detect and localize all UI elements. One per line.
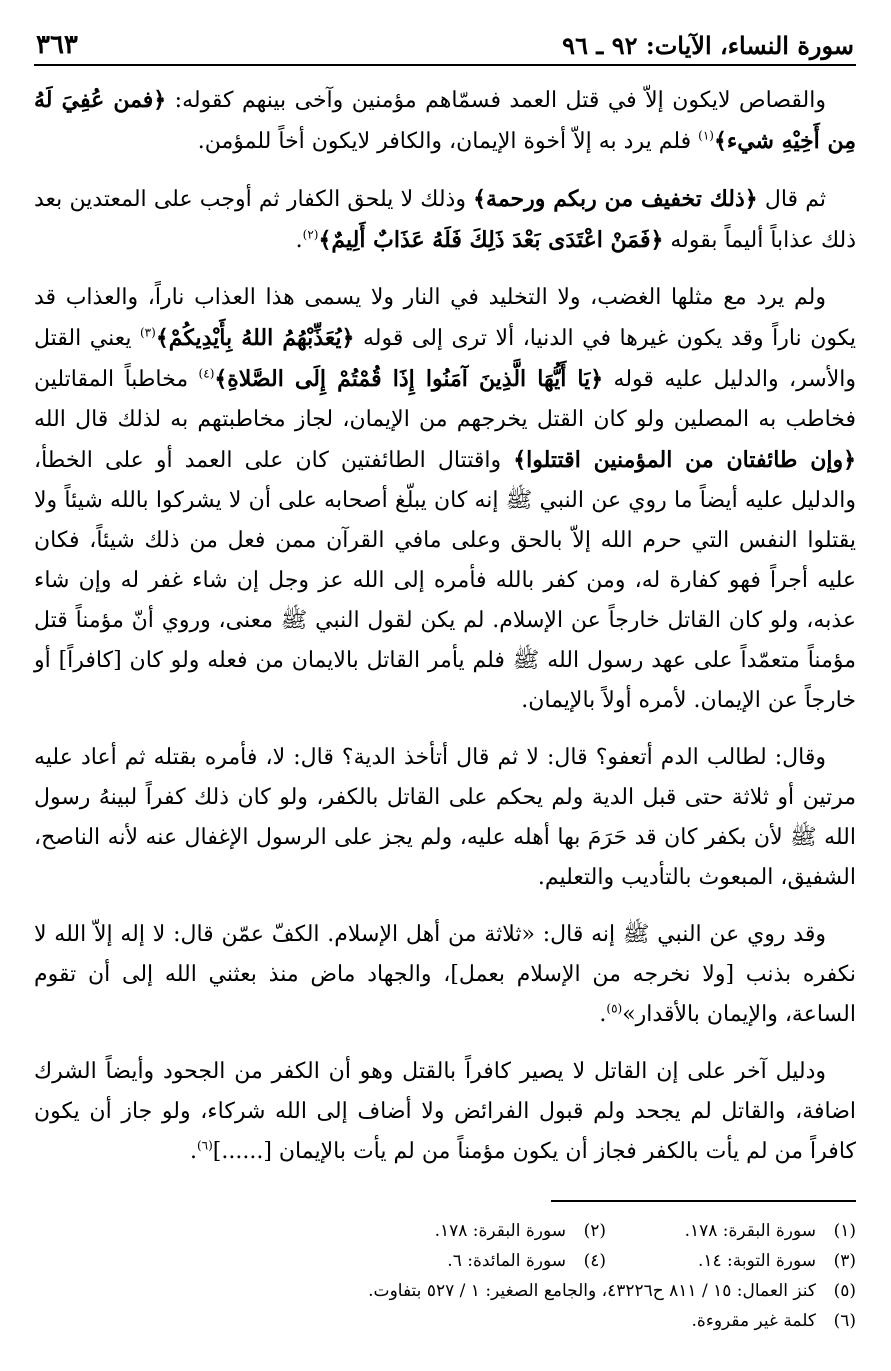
footnote-text: سورة المائدة: ٦. — [447, 1251, 566, 1271]
footnote-number: (٣) — [833, 1251, 856, 1271]
text-run: واقتتال الطائفتين كان على العمد أو على الخطأ، والدليل عليه أيضاً ما روي عن النبي ﷺ إنه كان يبلّغ أصحابه على أن لا يشركوا بالله شيئاً ولا يقتلوا النفس التي حرم الله إلاّ بالحق وعلى مافي القرآن ممن فعل من ذلك شيئاً، فكان عليه أجراً فهو كفارة له، ومن كفر بالله فأمره إلى الله عز وجل إن شاء غفر له وإن شاء عذبه، ولو كان القاتل خارجاً عن الإسلام. لم يكن لقول النبي ﷺ معنى، وروي أنّ مؤمناً قتل مؤمناً متعمّداً على عهد رسول الله ﷺ فلم يأمر القاتل بالايمان من فعله ولو كان [كافراً] أو خارجاً عن الإيمان. لأمره أولاً بالإيمان. — [34, 448, 856, 713]
footnote-number: (٥) — [833, 1281, 856, 1301]
footnote-number: (٢) — [583, 1221, 606, 1241]
quran-quote: ﴿وإن طائفتان من المؤمنين اقتتلوا﴾ — [513, 447, 856, 473]
text-run: ثم قال — [757, 187, 826, 212]
text-run: . — [599, 1002, 607, 1027]
footnote-text: كنز العمال: ١٥ / ٨١١ ح٤٣٢٢٦، والجامع الصغير: ١ / ٥٢٧ بتفاوت. — [368, 1281, 816, 1301]
footnotes — [34, 1216, 856, 1336]
running-header — [34, 20, 856, 66]
footnote-ref: (٢) — [302, 227, 319, 242]
footnote-number: (٤) — [583, 1251, 606, 1271]
text-run: والقصاص لايكون إلاّ في قتل العمد فسمّاهم مؤمنين وآخى بينهم كقوله: — [166, 88, 826, 113]
footnote-item — [368, 1276, 856, 1306]
quran-quote: ﴿فمن عُفِيَ لَهُ مِن أَخِيْهِ شيء﴾ — [34, 87, 856, 154]
text-run: ودليل آخر على إن القاتل لا يصير كافراً بالقتل وهو أن الكفر من الجحود وأيضاً الشرك اضافة، والقاتل لم يجحد ولم قبول الفرائض ولا أضاف إلى الله شركاء، ولو جاز أن يكون كافراً من لم يأت بالكفر فجاز أن يكون مؤمناً من لم يأت بالإيمان [......] — [34, 1059, 856, 1164]
header-title: سورة النساء، الآيات: ٩٢ ـ ٩٦ — [562, 31, 854, 60]
footnote-separator — [551, 1200, 856, 1202]
footnote-ref: (٤) — [198, 366, 215, 381]
footnote-item — [416, 1216, 606, 1246]
footnote-text: سورة البقرة: ١٧٨. — [684, 1221, 816, 1241]
footnote-item — [666, 1216, 856, 1246]
paragraph-1 — [34, 80, 856, 162]
text-run: . — [295, 228, 303, 253]
footnote-ref: (٥) — [606, 1001, 623, 1016]
quran-quote: ﴿يَا أَيُّهَا الَّذِينَ آمَنُوا إِذَا قُمْتُمْ إِلَى الصَّلاةِ﴾ — [214, 366, 604, 392]
footnote-text: سورة التوبة: ١٤. — [697, 1251, 816, 1271]
quran-quote: ﴿فَمَنْ اعْتَدَى بَعْدَ ذَلِكَ فَلَهُ عَذَابٌ أَلِيمٌ﴾ — [318, 227, 664, 253]
footnote-item — [692, 1306, 856, 1336]
body-text — [34, 80, 856, 1172]
paragraph-3 — [34, 278, 856, 721]
text-run: وذلك لا يلحق الكفار ثم أوجب على المعتدين بعد ذلك عذاباً أليماً بقوله — [34, 187, 856, 253]
paragraph-6 — [34, 1052, 856, 1172]
text-run: فلم يرد به إلاّ أخوة الإيمان، والكافر لايكون أخاً للمؤمن. — [197, 129, 699, 154]
footnote-item — [416, 1246, 606, 1276]
text-run: وقد روي عن النبي ﷺ إنه قال: «ثلاثة من أهل الإسلام. الكفّ عمّن قال: لا إله إلاّ الله لا نكفره بذنب [ولا نخرجه من الإسلام بعمل]، والجهاد ماض منذ بعثني الله إلى أن تقوم الساعة، والإيمان بالأقدار» — [34, 922, 856, 1027]
text-run: يعني القتل والأسر، والدليل عليه قوله — [34, 326, 856, 392]
text-run: مخاطباً المقاتلين فخاطب به المصلين ولو كان القتل يخرجهم من الإيمان، لجاز مخاطبتهم به لذلك قال الله — [34, 367, 856, 432]
footnote-ref: (٣) — [139, 325, 156, 340]
text-run: ولم يرد مع مثلها الغضب، ولا التخليد في النار ولا يسمى هذا العذاب ناراً، والعذاب قد يكون ناراً وقد يكون غيرها في الدنيا، ألا ترى إلى قوله — [34, 285, 856, 351]
page — [34, 20, 856, 1336]
footnote-number: (٦) — [833, 1311, 856, 1331]
text-run: . — [189, 1139, 197, 1164]
text-run: وقال: لطالب الدم أتعفو؟ قال: لا ثم قال أتأخذ الدية؟ قال: لا، فأمره بقتله ثم أعاد عليه مرتين أو ثلاثة حتى قبل الدية ولم يحكم على القاتل بالكفر، ولو كان ذلك كفراً لبينهُ رسول الله ﷺ لأن بكفر كان قد حَرَمَ بها أهله عليه، ولم يجز على الرسول الإغفال عنه لأنه الناصح، الشفيق، المبعوث بالتأديب والتعليم. — [34, 745, 856, 890]
footnote-ref: (١) — [698, 128, 714, 143]
paragraph-4 — [34, 738, 856, 898]
footnote-text: كلمة غير مقروءة. — [691, 1311, 816, 1331]
footnote-ref: (٦) — [196, 1138, 213, 1153]
footnote-text: سورة البقرة: ١٧٨. — [434, 1221, 566, 1241]
footnote-number: (١) — [833, 1221, 856, 1241]
footnote-item — [666, 1246, 856, 1276]
quran-quote: ﴿يُعَذِّبْهُمُ اللهُ بِأَيْدِيكُمْ﴾ — [155, 325, 355, 351]
paragraph-5 — [34, 915, 856, 1035]
page-number: ٣٦٣ — [36, 30, 78, 60]
paragraph-2 — [34, 179, 856, 261]
quran-quote: ﴿ذلك تخفيف من ربكم ورحمة﴾ — [473, 186, 758, 212]
